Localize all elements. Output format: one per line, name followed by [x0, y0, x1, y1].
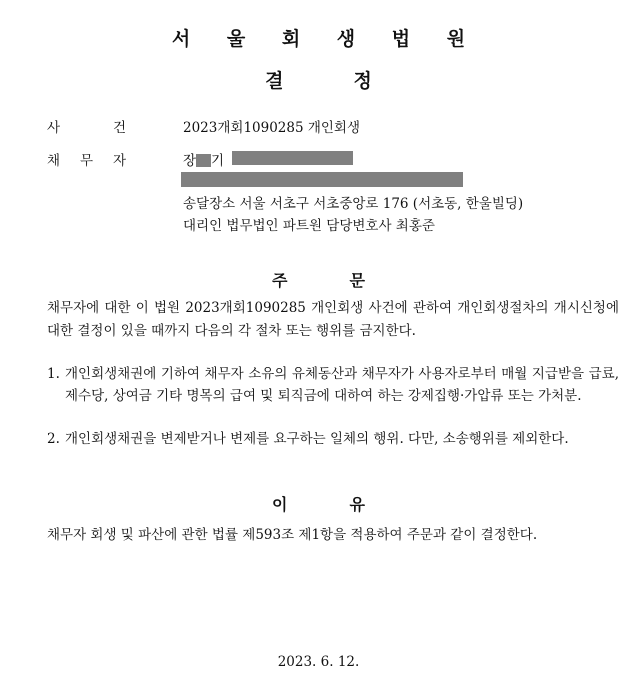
order-item-text: 개인회생채권에 기하여 채무자 소유의 유체동산과 채무자가 사용자로부터 매월 지급받을 급료, 제수당, 상여금 기타 명목의 급여 및 퇴직금에 대하여 하는 강제집행·가압류 또는 가처분.: [65, 366, 619, 404]
order-item-number: 2.: [47, 431, 60, 447]
order-item-number: 1.: [47, 366, 60, 382]
redaction-address: [181, 172, 463, 187]
order-item-text: 개인회생채권을 변제받거나 변제를 요구하는 일체의 행위. 다만, 소송행위를 제외한다.: [65, 431, 569, 447]
court-name: 서 울 회 생 법 원: [171, 28, 481, 50]
order-intro: 채무자에 대한 이 법원 2023개회1090285 개인회생 사건에 관하여 개인회생절차의 개시신청에 대한 결정이 있을 때까지 다음의 각 절차 또는 행위를 금지한다.: [47, 300, 619, 339]
redaction-resident-number: [232, 151, 353, 165]
reason-section-title: 이 유: [272, 495, 365, 514]
order-item-1: [47, 363, 619, 407]
case-number: 2023개회1090285 개인회생: [183, 120, 361, 136]
debtor-name-first: 장: [183, 153, 197, 169]
document-type-char-2: 정: [353, 70, 372, 92]
case-label: 사 건: [47, 120, 126, 136]
debtor-label: 채 무 자: [47, 153, 126, 169]
legal-agent: 대리인 법무법인 파트원 담당변호사 최홍준: [183, 218, 435, 234]
service-address: 송달장소 서울 서초구 서초중앙로 176 (서초동, 한울빌딩): [183, 196, 524, 212]
document-type-title: [0, 66, 637, 93]
decision-date: 2023. 6. 12.: [277, 654, 360, 670]
order-section-title: 주 문: [272, 271, 365, 290]
order-item-2: [47, 428, 619, 450]
redaction-name-middle: [196, 154, 211, 167]
reason-text: 채무자 회생 및 파산에 관한 법률 제593조 제1항을 적용하여 주문과 같이 결정한다.: [47, 527, 538, 543]
debtor-name: [183, 149, 224, 169]
document-type-char-1: 결: [265, 70, 284, 92]
debtor-name-last: 기: [211, 153, 225, 169]
